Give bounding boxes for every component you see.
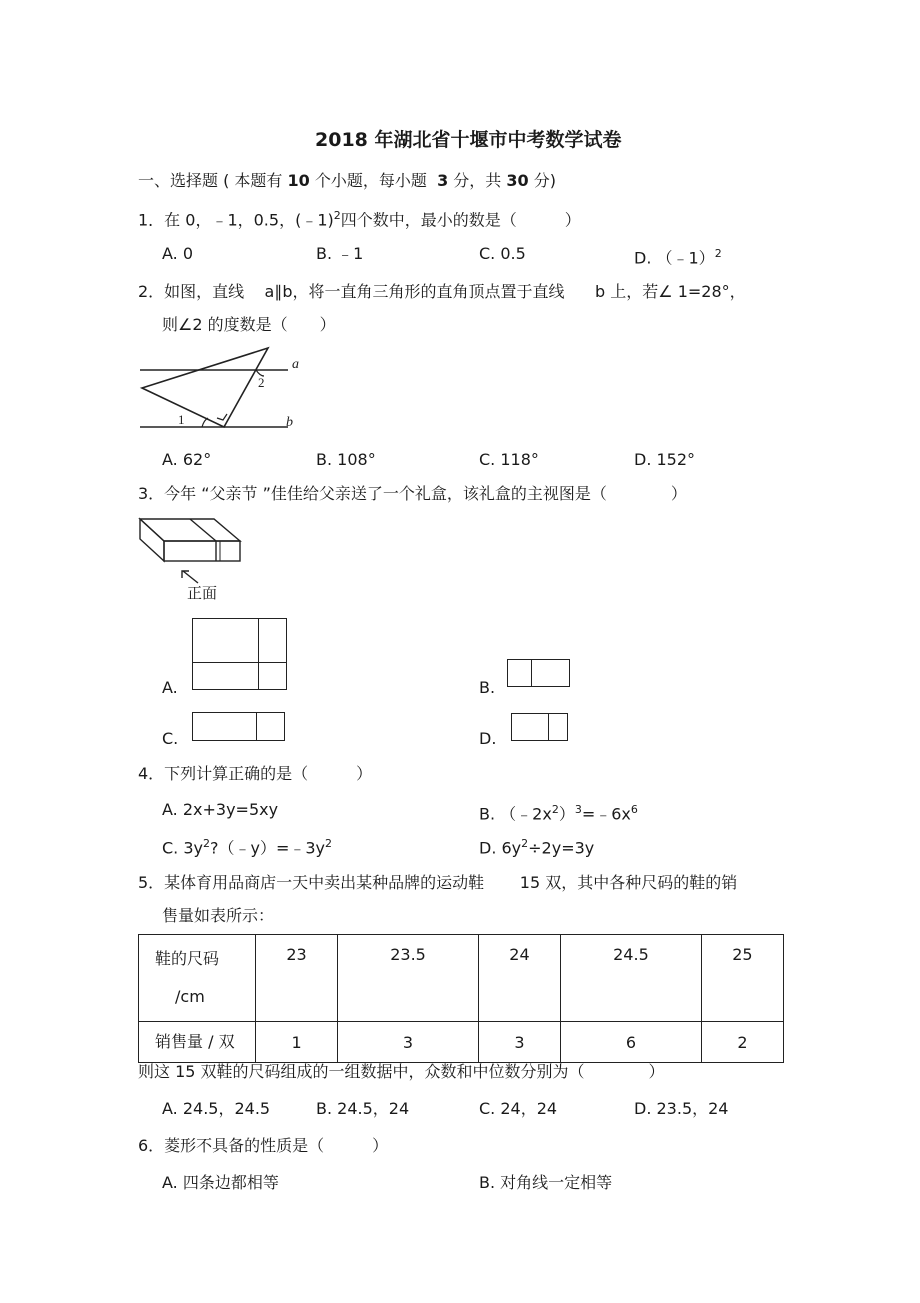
right-angle-mark <box>217 414 227 420</box>
q3-option-b-figure <box>507 659 570 687</box>
q3-option-a-horizontal <box>192 662 287 663</box>
q5-option-b[interactable]: B. 24.5，24 <box>316 1099 410 1118</box>
question-2-line-2: 则∠2 的度数是（ ） <box>162 315 336 334</box>
question-5-after-table: 则这 15 双鞋的尺码组成的一组数据中，众数和中位数分别为（ ） <box>138 1062 665 1081</box>
page-title: 2018 年湖北省十堰市中考数学试卷 <box>315 129 622 151</box>
table-cell: 1 <box>256 1022 338 1063</box>
front-arrow <box>183 571 198 583</box>
q4-option-c[interactable]: C. $3y^2?(﹣y)=﹣3y^2$ <box>162 837 333 858</box>
q2-option-c[interactable]: C. 118° <box>479 450 539 469</box>
q1-option-b[interactable]: B. ﹣1 <box>316 244 364 263</box>
table-cell: 2 <box>701 1022 783 1063</box>
q6-option-b[interactable]: B. 对角线一定相等 <box>479 1173 613 1192</box>
q3-option-c-vertical <box>256 712 257 741</box>
q1-option-a[interactable]: A. 0 <box>162 244 194 263</box>
table-cell: 6 <box>561 1022 702 1063</box>
q3-option-a[interactable]: A. <box>162 678 178 697</box>
question-2-line-1: 2．如图，直线 a∥b，将一直角三角形的直角顶点置于直线 b 上，若∠ 1=28°， <box>138 282 746 301</box>
q1-option-c[interactable]: C. 0.5 <box>479 244 526 263</box>
table-cell: 3 <box>338 1022 479 1063</box>
label-a: a <box>292 357 299 372</box>
q4-option-d[interactable]: D. $6y^2\div 2y=3y$ <box>479 837 595 858</box>
section-heading: 一、选择题 ( 本题有 10 个小题，每小题 3 分，共 30 分) <box>138 171 557 190</box>
shoe-size-table <box>138 934 784 1063</box>
question-4-stem: 4．下列计算正确的是（ ） <box>138 764 373 783</box>
gift-box-figure <box>138 515 248 585</box>
q4-option-a[interactable]: A. 2x+3y=5xy <box>162 800 279 819</box>
label-1: 1 <box>178 412 185 427</box>
table-row <box>139 935 784 1022</box>
q3-option-c-figure <box>192 712 285 741</box>
q5-option-a[interactable]: A. 24.5，24.5 <box>162 1099 271 1118</box>
question-6-stem: 6．菱形不具备的性质是（ ） <box>138 1136 389 1155</box>
box-front <box>164 541 240 561</box>
box-top <box>140 519 240 541</box>
q3-option-b[interactable]: B. <box>479 678 496 697</box>
front-label: 正面 <box>187 584 218 602</box>
q3-option-a-figure <box>192 618 287 690</box>
label-b: b <box>286 415 293 430</box>
q1-option-d[interactable]: D. （﹣1）$^2$ <box>634 247 722 268</box>
table-cell: 23 <box>256 935 338 1022</box>
table-cell: 25 <box>701 935 783 1022</box>
q4-option-b[interactable]: B. $(﹣2x^2)^3=﹣6x^6$ <box>479 803 638 824</box>
box-left <box>140 519 164 561</box>
q3-option-d-vertical <box>548 713 549 741</box>
right-triangle <box>142 348 268 427</box>
q2-option-a[interactable]: A. 62° <box>162 450 212 469</box>
q2-option-d[interactable]: D. 152° <box>634 450 696 469</box>
table-header-size: 鞋的尺码 /cm <box>139 935 256 1022</box>
question-1-stem: 1．在 0，﹣1，0.5，(﹣1)$^2$四个数中，最小的数是（ ） <box>138 209 581 230</box>
q6-option-a[interactable]: A. 四条边都相等 <box>162 1173 279 1192</box>
table-row <box>139 1022 784 1063</box>
question-5-line-1: 5．某体育用品商店一天中卖出某种品牌的运动鞋 15 双，其中各种尺码的鞋的销 <box>138 873 738 892</box>
table-header-count: 销售量 / 双 <box>139 1022 256 1063</box>
table-cell: 24 <box>478 935 560 1022</box>
table-cell: 24.5 <box>561 935 702 1022</box>
table-cell: 3 <box>478 1022 560 1063</box>
parallel-lines-figure <box>138 340 313 435</box>
q3-option-b-vertical <box>531 659 532 687</box>
question-5-line-2: 售量如表所示： <box>162 906 275 925</box>
q5-option-d[interactable]: D. 23.5，24 <box>634 1099 729 1118</box>
ribbon-top <box>190 519 216 541</box>
table-cell: 23.5 <box>338 935 479 1022</box>
label-2: 2 <box>258 375 265 390</box>
q3-option-d[interactable]: D. <box>479 729 497 748</box>
q5-option-c[interactable]: C. 24，24 <box>479 1099 558 1118</box>
q3-option-a-vertical <box>258 618 259 690</box>
q3-option-d-figure <box>511 713 568 741</box>
q2-option-b[interactable]: B. 108° <box>316 450 376 469</box>
q3-option-c[interactable]: C. <box>162 729 179 748</box>
question-3-stem: 3．今年 “父亲节 ”佳佳给父亲送了一个礼盒，该礼盒的主视图是（ ） <box>138 484 687 503</box>
